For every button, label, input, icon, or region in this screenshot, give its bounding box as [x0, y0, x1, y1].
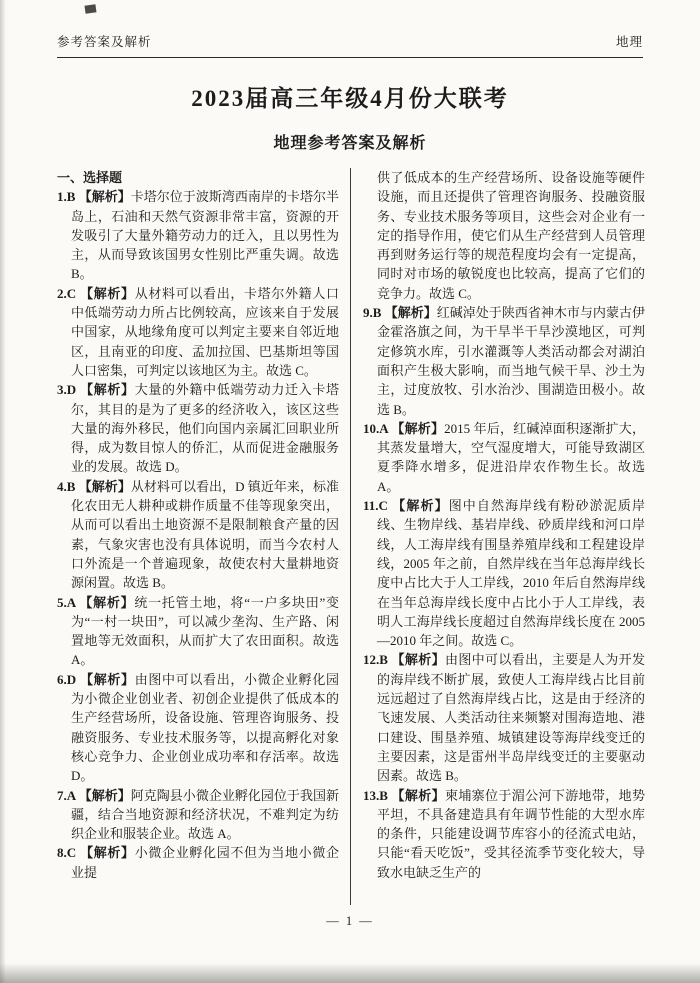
answer-number: 13.B — [363, 787, 392, 803]
analysis-text: 阿克陶县小微企业孵化园位于我国新疆，结合当地资源和经济状况，不难判定为纺织企业和服装企业。故选 A。 — [71, 787, 339, 842]
header-right-label: 地理 — [615, 35, 643, 49]
analysis-text: 供了低成本的生产经营场所、设备设施等硬件设施，而且还提供了管理咨询服务、投融资服务、专业技术服务等项目，这些会对企业有一定的指导作用，使它们从生产经营到人员管理再到财务运行等的规范程度均会有一定提高，同时对市场的敏锐度也比较高，提高了它们的竞争力。故选 C。 — [377, 170, 645, 301]
analysis-tag: 【解析】 — [391, 420, 445, 436]
analysis-text: 由图中可以看出，小微企业孵化园为小微企业创业者、初创企业提供了低成本的生产经营场所，设备设施、管理咨询服务、投融资服务、专业技术服务等，以提高孵化对象核心竞争力、企业创业成功率和存活率。故选 D。 — [71, 671, 339, 784]
analysis-text: 大量的外籍中低端劳动力迁入卡塔尔，其目的是为了更多的经济收入，该区这些大量的海外移民，他们向国内亲属汇回职业所得，成为数目惊人的侨汇，从而促进金融服务业的发展。故选 D。 — [71, 382, 339, 475]
scan-edge-shadow-bottom — [0, 963, 700, 983]
analysis-text: 红碱淖处于陕西省神木市与内蒙古伊金霍洛旗之间，为干旱半干旱沙漠地区，可判定修筑水库，引水灌溉等人类活动都会对湖泊面积产生极大影响，而当地气候干旱、沙土为主，过度放牧、引水治沙、围湖造田极小。故选 B。 — [377, 305, 645, 417]
analysis-tag: 【解析】 — [78, 478, 131, 494]
section-heading: 一、选择题 — [57, 170, 123, 185]
answer-number: 5.A — [57, 594, 80, 610]
answer-item — [363, 650, 645, 785]
answer-item — [57, 380, 339, 476]
analysis-tag: 【解析】 — [78, 787, 131, 803]
answer-item — [57, 670, 339, 786]
two-column-body — [57, 168, 645, 905]
analysis-text: 从材料可以看出，D 镇近年来，标准化农田无人耕种或耕作质量不佳等现象突出，从而可以看出土地资源不是限制粮食产量的因素，气象灾害也没有具体说明，而当今农村人口外流是一个普遍现象，故使农村大量耕地资源闲置。故选 B。 — [71, 478, 340, 591]
analysis-text: 统一托管土地，将“一户多块田”变为“一村一块田”，可以减少垄沟、生产路、闲置地等无效面积，从而扩大了农田面积。故选 A。 — [71, 594, 340, 668]
analysis-text: 小微企业孵化园不但为当地小微企业提 — [71, 845, 339, 880]
answer-item — [57, 284, 339, 380]
answer-item — [363, 303, 645, 419]
answer-number: 11.C — [363, 498, 393, 514]
answer-item-continuation — [363, 168, 645, 303]
answer-number: 1.B — [57, 189, 79, 205]
analysis-text: 卡塔尔位于波斯湾西南岸的卡塔尔半岛上，石油和天然气资源非常丰富，资源的开发吸引了大量外籍劳动力的迁入，且以男性为主，从而导致该国男女性别比严重失调。故选 B。 — [71, 189, 339, 282]
answer-item — [363, 786, 645, 882]
answer-item — [57, 843, 339, 882]
answer-number: 12.B — [363, 652, 392, 668]
analysis-tag: 【解析】 — [78, 189, 131, 205]
analysis-text: 柬埔寨位于湄公河下游地带，地势平坦，不具备建造具有年调节性能的大型水库的条件，只能建设调节库容小的径流式电站，只能“看天吃饭”，受其径流季节变化较大，导致水电缺乏生产的 — [377, 787, 645, 880]
answer-number: 3.D — [57, 382, 81, 398]
left-column — [57, 168, 351, 905]
analysis-text: 图中自然海岸线有粉砂淤泥质岸线、生物岸线、基岩岸线、砂质岸线和河口岸线，人工海岸线有围垦养殖岸线和工程建设岸线，2005 年之前，自然岸线在当年总海岸线长度中占比大于人工岸线，2010 年后自然海岸线在当年总海岸线长度中占比小于人工岸线，表明人工海岸线长度超过自然海岸线长度在 2005—2010 年之间。故选 C。 — [377, 498, 645, 649]
page-number: — 1 — — [326, 914, 374, 928]
analysis-tag: 【解析】 — [80, 671, 135, 687]
answers-subtitle: 地理参考答案及解析 — [273, 135, 427, 152]
answer-item — [363, 419, 645, 496]
answer-number: 2.C — [57, 285, 81, 301]
exam-title: 2023届高三年级4月份大联考 — [191, 86, 509, 111]
scan-artifact — [84, 4, 96, 13]
analysis-text: 2015 年后，红碱淖面积逐渐扩大，其蒸发量增大，空气湿度增大，可能导致湖区夏季降水增多，促进沿岸农作物生长。故选 A。 — [377, 420, 645, 494]
answer-number: 8.C — [57, 845, 81, 861]
answer-item — [363, 496, 645, 650]
analysis-text: 由图中可以看出，主要是人为开发的海岸线不断扩展，致使人工海岸线占比目前远远超过了自然海岸线占比，这是由于经济的飞速发展、人类活动往来频繁对围海造地、港口建设、围垦养殖、城镇建设等海岸线变迁的主要因素，这是雷州半岛岸线变迁的主要驱动因素。故选 B。 — [377, 652, 645, 784]
answer-number: 7.A — [57, 787, 79, 803]
analysis-tag: 【解析】 — [80, 845, 135, 861]
analysis-tag: 【解析】 — [391, 787, 445, 803]
analysis-tag: 【解析】 — [80, 382, 135, 398]
analysis-tag: 【解析】 — [384, 305, 437, 321]
answer-number: 4.B — [57, 478, 79, 494]
header-left-label: 参考答案及解析 — [57, 35, 152, 49]
right-column — [351, 168, 645, 905]
answer-number: 6.D — [57, 671, 81, 687]
analysis-tag: 【解析】 — [391, 652, 445, 668]
answer-item — [57, 477, 339, 593]
analysis-tag: 【解析】 — [392, 498, 449, 514]
page-header — [57, 32, 643, 58]
analysis-text: 从材料可以看出，卡塔尔外籍人口中低端劳动力所占比例较高，应该来自于发展中国家，从地缘角度可以判定主要来自邻近地区，且南亚的印度、孟加拉国、巴基斯坦等国人口密集，可判定以该地区为主。故选 C。 — [71, 285, 339, 378]
analysis-tag: 【解析】 — [79, 594, 135, 610]
answer-item — [57, 187, 339, 283]
answer-number: 9.B — [363, 305, 385, 321]
answer-item — [57, 786, 339, 844]
answer-item — [57, 593, 339, 670]
analysis-tag: 【解析】 — [80, 285, 135, 301]
answer-number: 10.A — [363, 420, 392, 436]
